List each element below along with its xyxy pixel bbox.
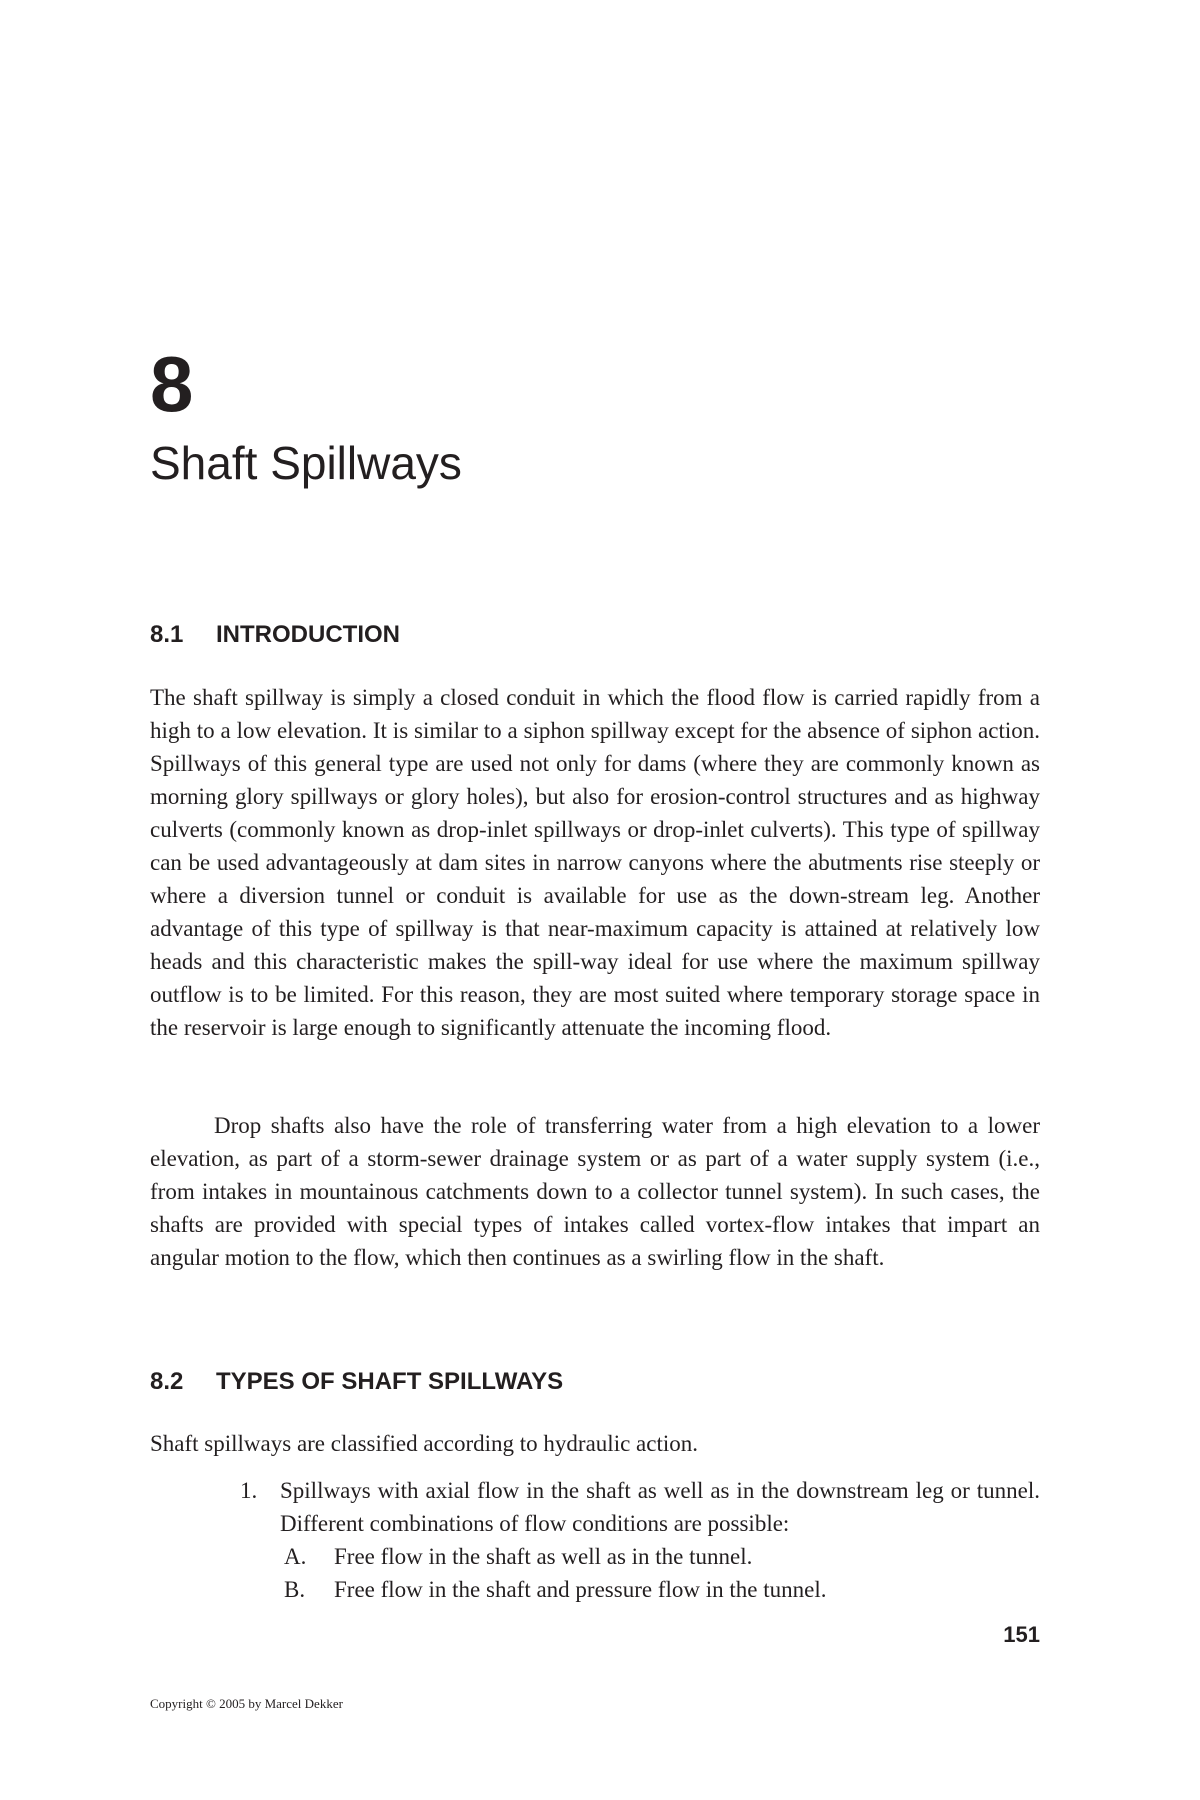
list-item-text: Free flow in the shaft and pressure flow in the tunnel. xyxy=(334,1577,827,1602)
list-item xyxy=(0,1474,1040,1540)
chapter-number: 8 xyxy=(150,340,194,428)
chapter-title: Shaft Spillways xyxy=(150,437,462,489)
paragraph-introduction: The shaft spillway is simply a closed conduit in which the flood flow is carried rapidly from a high to a low elevation. It is similar to a siphon spillway except for the absence of siphon action. Spillways of this general type are used not only for dams (where they are commonly known as morning glory spillways or glory holes), but also for erosion-control structures and as highway culverts (commonly known as drop-inlet spillways or drop-inlet culverts). This type of spillway can be used advantageously at dam sites in narrow canyons where the abutments rise steeply or where a diversion tunnel or conduit is available for use as the down-stream leg. Another advantage of this type of spillway is that near-maximum capacity is attained at relatively low heads and this characteristic makes the spill-way ideal for use where the maximum spillway outflow is to be limited. For this reason, they are most suited where temporary storage space in the reservoir is large enough to significantly attenuate the incoming flood. xyxy=(150,685,1040,1040)
list-marker: A. xyxy=(284,1544,307,1569)
section-heading-introduction xyxy=(150,623,400,647)
paragraph-drop-shafts: Drop shafts also have the role of transferring water from a high elevation to a lower elevation, as part of a storm-sewer drainage system or as part of a water supply system (i.e., from intakes in mountainous catchments down to a collector tunnel system). In such cases, the shafts are provided with special types of intakes called vortex-flow intakes that impart an angular motion to the flow, which then continues as a swirling flow in the shaft. xyxy=(150,1113,1040,1270)
copyright-notice: Copyright © 2005 by Marcel Dekker xyxy=(150,1696,343,1711)
section-number: 8.2 xyxy=(150,1368,184,1395)
section-title: TYPES OF SHAFT SPILLWAYS xyxy=(216,1368,564,1395)
classification-list xyxy=(0,1474,1200,1606)
section-number: 8.1 xyxy=(150,621,184,648)
list-subitem xyxy=(0,1573,1040,1606)
list-subitem xyxy=(0,1540,1040,1573)
paragraph-classification: Shaft spillways are classified according to hydraulic action. xyxy=(150,1431,698,1456)
list-item-text: Free flow in the shaft as well as in the tunnel. xyxy=(334,1544,753,1569)
list-marker: B. xyxy=(284,1577,306,1602)
list-marker: 1. xyxy=(240,1478,258,1503)
list-item-text: Spillways with axial flow in the shaft as well as in the downstream leg or tunnel. Different combinations of flow conditions are possible: xyxy=(280,1478,1040,1536)
section-heading-types xyxy=(150,1370,563,1394)
section-title: INTRODUCTION xyxy=(216,621,400,648)
page-number: 151 xyxy=(1003,1622,1040,1647)
